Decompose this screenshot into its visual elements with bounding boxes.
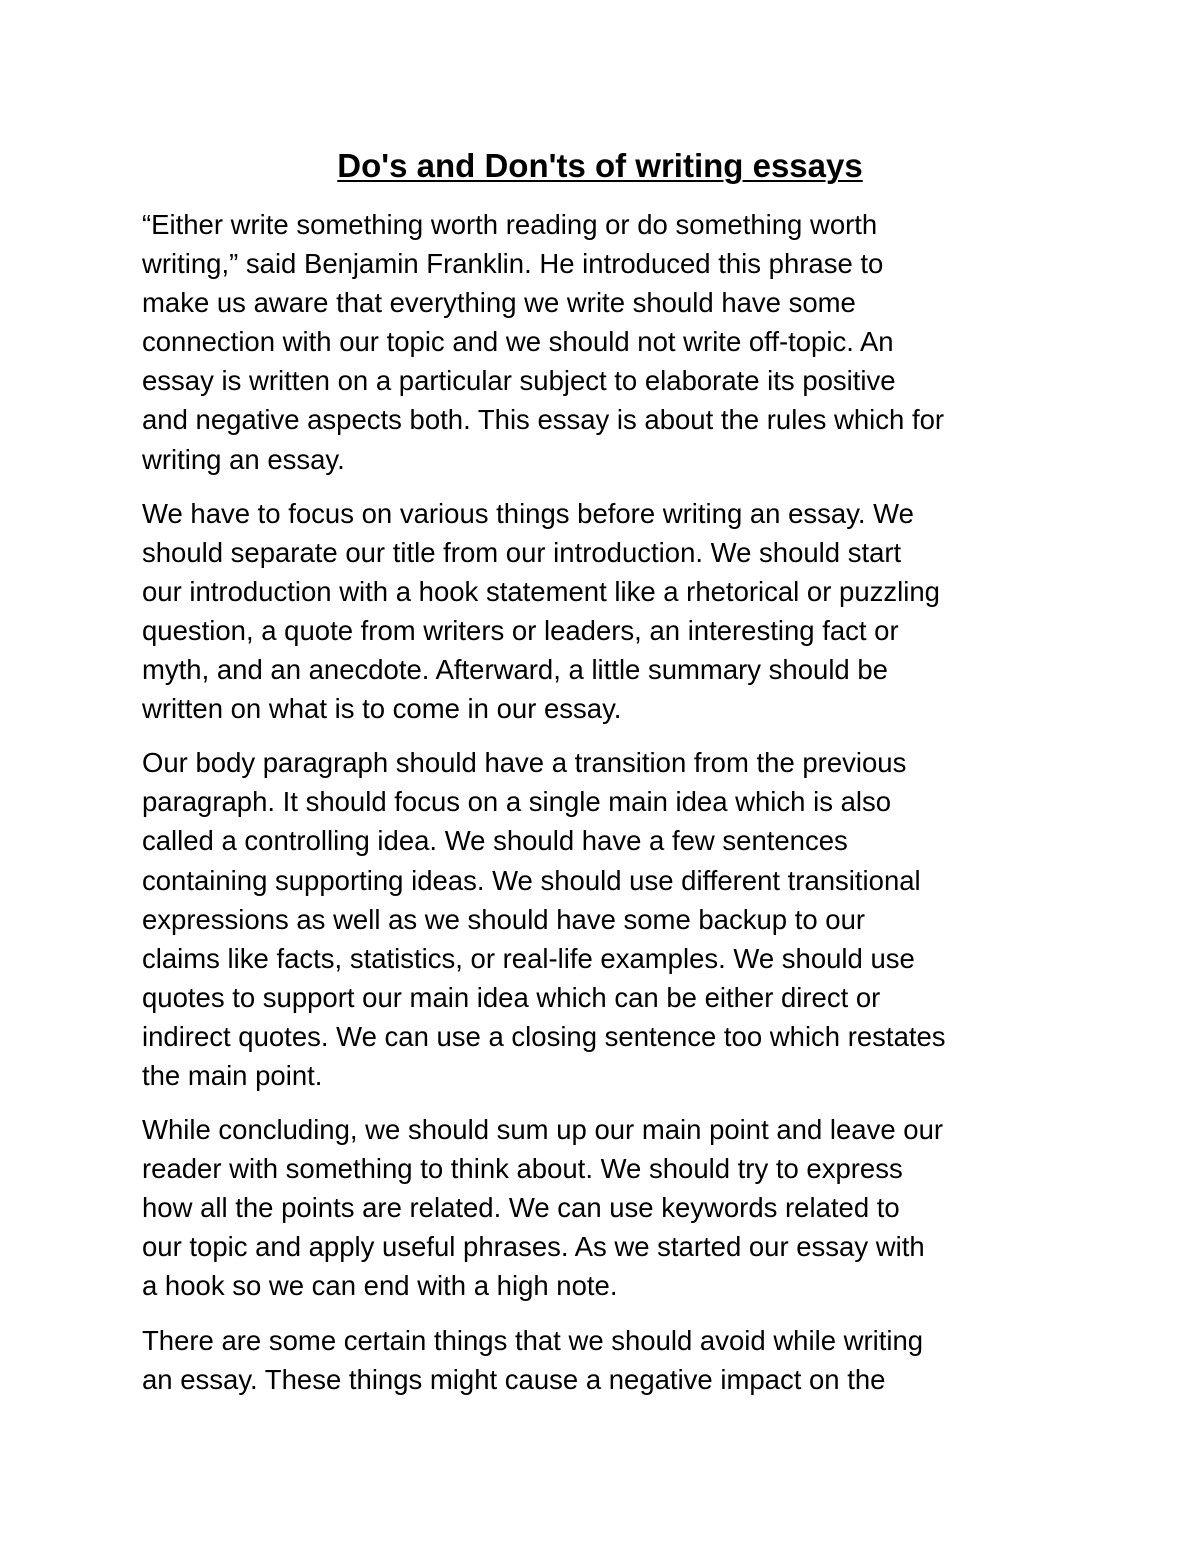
page-title: Do's and Don'ts of writing essays: [337, 147, 863, 184]
paragraph-intro: “Either write something worth reading or do something worth writing,” said Benjamin Franklin. He introduced this phrase to make us aware that everything we write should have some connection with our topic and we should not write off-topic. An essay is written on a particular subject to elaborate its positive and negative aspects both. This essay is about the rules which for writing an essay.: [142, 209, 945, 475]
paragraph-conclusion-tips: While concluding, we should sum up our main point and leave our reader with something to think about. We should try to express how all the points are related. We can use keywords related to our topic and apply useful phrases. As we started our essay with a hook so we can end with a high note.: [142, 1114, 944, 1302]
paragraph-body-tips: Our body paragraph should have a transition from the previous paragraph. It should focus on a single main idea which is also called a controlling idea. We should have a few sentences containing supporting ideas. We should use different transitional expressions as well as we should have some backup to our claims like facts, statistics, or real-life examples. We should use quotes to support our main idea which can be either direct or indirect quotes. We can use a closing sentence too which restates the main point.: [142, 747, 946, 1091]
paragraph-introduction-tips: We have to focus on various things before writing an essay. We should separate our title from our introduction. We should start our introduction with a hook statement like a rhetorical or puzzling question, a quote from writers or leaders, an interesting fact or myth, and an anecdote. Afterward, a little summary should be written on what is to come in our essay.: [142, 497, 940, 725]
paragraph-donts: There are some certain things that we should avoid while writing an essay. These things might cause a negative impact on the: [142, 1324, 924, 1395]
document-body: [142, 205, 1067, 1414]
